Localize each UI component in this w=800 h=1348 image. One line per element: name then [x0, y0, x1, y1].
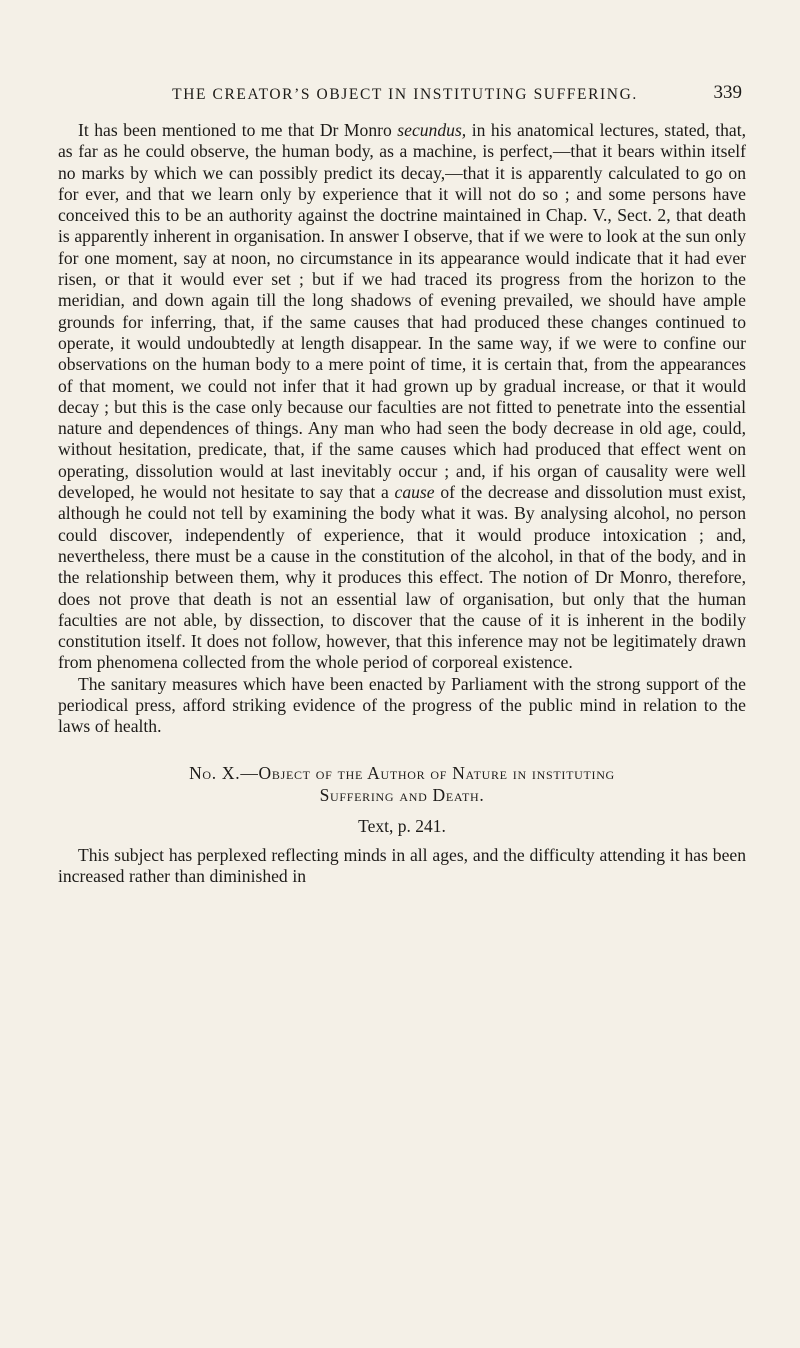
italic-cause: cause	[394, 482, 435, 503]
section-body: This subject has perplexed reflecting minds in all ages, and the difficulty attending it has been increased rather than diminished in	[58, 844, 746, 886]
section-reference: Text, p. 241.	[358, 815, 446, 836]
running-header	[118, 86, 692, 104]
running-title: THE CREATOR’S OBJECT IN INSTITUTING SUFFERING.	[172, 86, 638, 103]
italic-secundus: secundus,	[397, 120, 467, 140]
page-number: 339	[713, 82, 742, 103]
section-heading-line1: No. X.—Object of the Author of Nature in instituting	[189, 762, 615, 783]
section-heading	[58, 762, 746, 806]
paragraph-monro-part1: It has been mentioned to me that Dr Monro secundus, in his anatomical lectures, stated, that, as far as he could observe, the human body, as a machine, is perfect,—that it bears within itself no marks by which we can possibly predict its decay,—that it is apparently calculated to go on for ever, and that we learn only by experience that it will not do so ; and some persons have conceived this to be an authority against the doctrine maintained in Chap. V., Sect. 2, that death is apparently inherent in organisation. In answer I observe, that if we were to look at the sun only for one moment, say at noon, no circumstance in its appearance would indicate that it had ever risen, or that it would ever set ; but if we had traced its progress from the horizon to the meridian, and down again till the long shadows of evening prevailed, we should have ample grounds for inferring, that, if the same causes that had produced these changes continued to operate, it would undoubtedly at length disappear. In the same way, if we were to confine our observations on the human body to a mere point of time, it is certain that, from the appearances of that moment, we could not infer that it had grown up by gradual increase, or that it would decay ; but this is the case only because our faculties are not fitted to penetrate into the essential nature and dependences of things. Any man who had seen the body decrease in old age, could, without hesitation, predicate, that, if the same causes which had produced that effect went on operating, dissolution would at last inevitably occur ; and, if his organ of causality were well developed, he would not hesitate to say that a cause of the decrease and dissolution must exist, although he could not tell by examining the body what it was. By analysing alcohol, no person could discover, independently of experience, that it would produce intoxication ; and, nevertheless, there must be a cause in the constitution of the alcohol, in that of the body, and in the relationship between them, why it produces this effect. The notion of Dr Monro, therefore, does not prove that death is not an essential law of organisation, but only that the human faculties are not able, by dissection, to discover that the cause of it is inherent in the bodily constitution itself. It does not follow, however, that this inference may not be legitimately drawn from phenomena collected from the whole period of corporeal existence.	[58, 120, 746, 673]
main-text	[58, 120, 746, 887]
paragraph-sanitary: The sanitary measures which have been enacted by Parliament with the strong support of the periodical press, afford striking evidence of the progress of the public mind in relation to the laws of health.	[58, 673, 746, 737]
section-heading-line2: Suffering and Death.	[319, 784, 485, 805]
